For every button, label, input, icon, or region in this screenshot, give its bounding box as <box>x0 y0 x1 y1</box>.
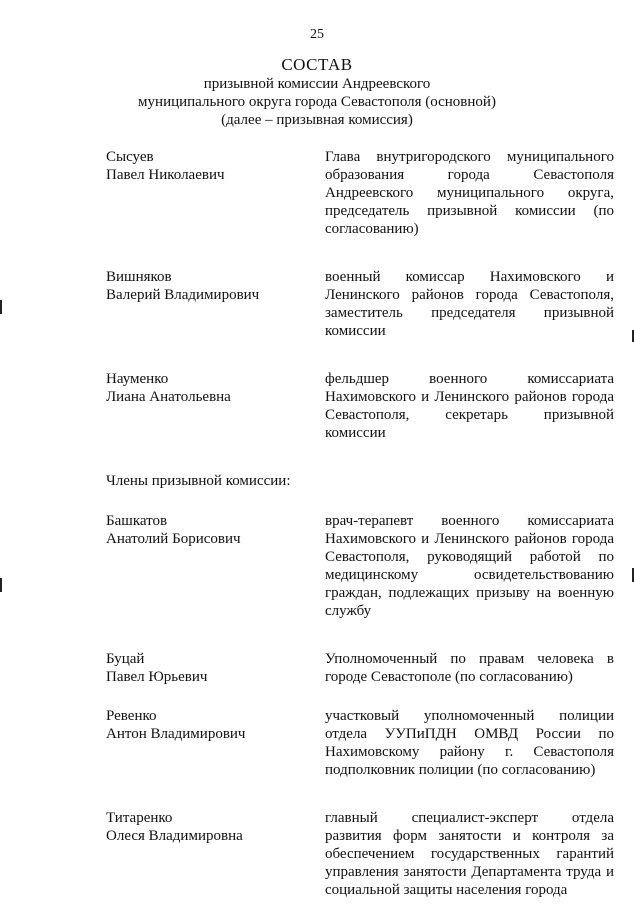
member-given-name: Валерий Владимирович <box>106 287 260 303</box>
member-role: участковый уполномоченный полиции отдела УУПиПДН ОМВД России по Нахимовскому району г. Севастополя подполковник полиции (по согласованию) <box>325 708 614 778</box>
heading-line-2: муниципального округа города Севастополя (основной) <box>138 94 496 110</box>
member-row-secretary <box>106 370 614 442</box>
member-name <box>106 809 325 899</box>
member-row-chairman <box>106 148 614 238</box>
member-given-name: Лиана Анатольевна <box>106 389 231 405</box>
member-surname: Сысуев <box>106 149 154 165</box>
member-name <box>106 512 325 620</box>
member-given-name: Павел Николаевич <box>106 167 225 183</box>
member-row-deputy <box>106 268 614 340</box>
member-given-name: Олеся Владимировна <box>106 828 243 844</box>
member-surname: Титаренко <box>106 810 173 826</box>
member-name <box>106 650 325 686</box>
member-role: Глава внутригородского муниципального образования города Севастополя Андреевского муниципального округа, председатель призывной комиссии (по согласованию) <box>325 149 614 237</box>
document-title: СОСТАВ <box>281 55 353 74</box>
member-role: главный специалист-эксперт отдела развития форм занятости и контроля за обеспечением государственных гарантий управления занятости Департамента труда и социальной защиты населения города <box>325 810 614 898</box>
heading-line-1: призывной комиссии Андреевского <box>203 76 431 92</box>
member-role: врач-терапевт военного комиссариата Нахимовского и Ленинского районов города Севастополя, руководящий работой по медицинскому освидетельствованию граждан, подлежащих призыву на военную службу <box>325 513 614 619</box>
commission-list <box>106 148 614 899</box>
members-section-label: Члены призывной комиссии: <box>106 473 291 489</box>
member-role: военный комиссар Нахимовского и Ленинского районов города Севастополя, заместитель председателя призывной комиссии <box>325 269 614 339</box>
member-surname: Вишняков <box>106 269 172 285</box>
page-number: 25 <box>310 27 324 42</box>
member-name <box>106 370 325 442</box>
member-row <box>106 650 614 686</box>
member-surname: Науменко <box>106 371 169 387</box>
member-given-name: Анатолий Борисович <box>106 531 241 547</box>
scan-edge-mark <box>0 300 2 314</box>
member-row <box>106 512 614 620</box>
member-role: фельдшер военного комиссариата Нахимовского и Ленинского районов города Севастополя, секретарь призывной комиссии <box>325 371 614 441</box>
scan-edge-mark <box>0 578 2 592</box>
member-name <box>106 268 325 340</box>
member-surname: Башкатов <box>106 513 168 529</box>
member-given-name: Павел Юрьевич <box>106 669 208 685</box>
member-row <box>106 707 614 779</box>
member-surname: Ревенко <box>106 708 157 724</box>
heading-line-3: (далее – призывная комиссия) <box>221 112 413 128</box>
member-surname: Буцай <box>106 651 145 667</box>
member-name <box>106 707 325 779</box>
document-heading <box>0 55 634 129</box>
member-role: Уполномоченный по правам человека в городе Севастополе (по согласованию) <box>325 651 614 685</box>
member-row <box>106 809 614 899</box>
member-given-name: Антон Владимирович <box>106 726 246 742</box>
member-name <box>106 148 325 238</box>
